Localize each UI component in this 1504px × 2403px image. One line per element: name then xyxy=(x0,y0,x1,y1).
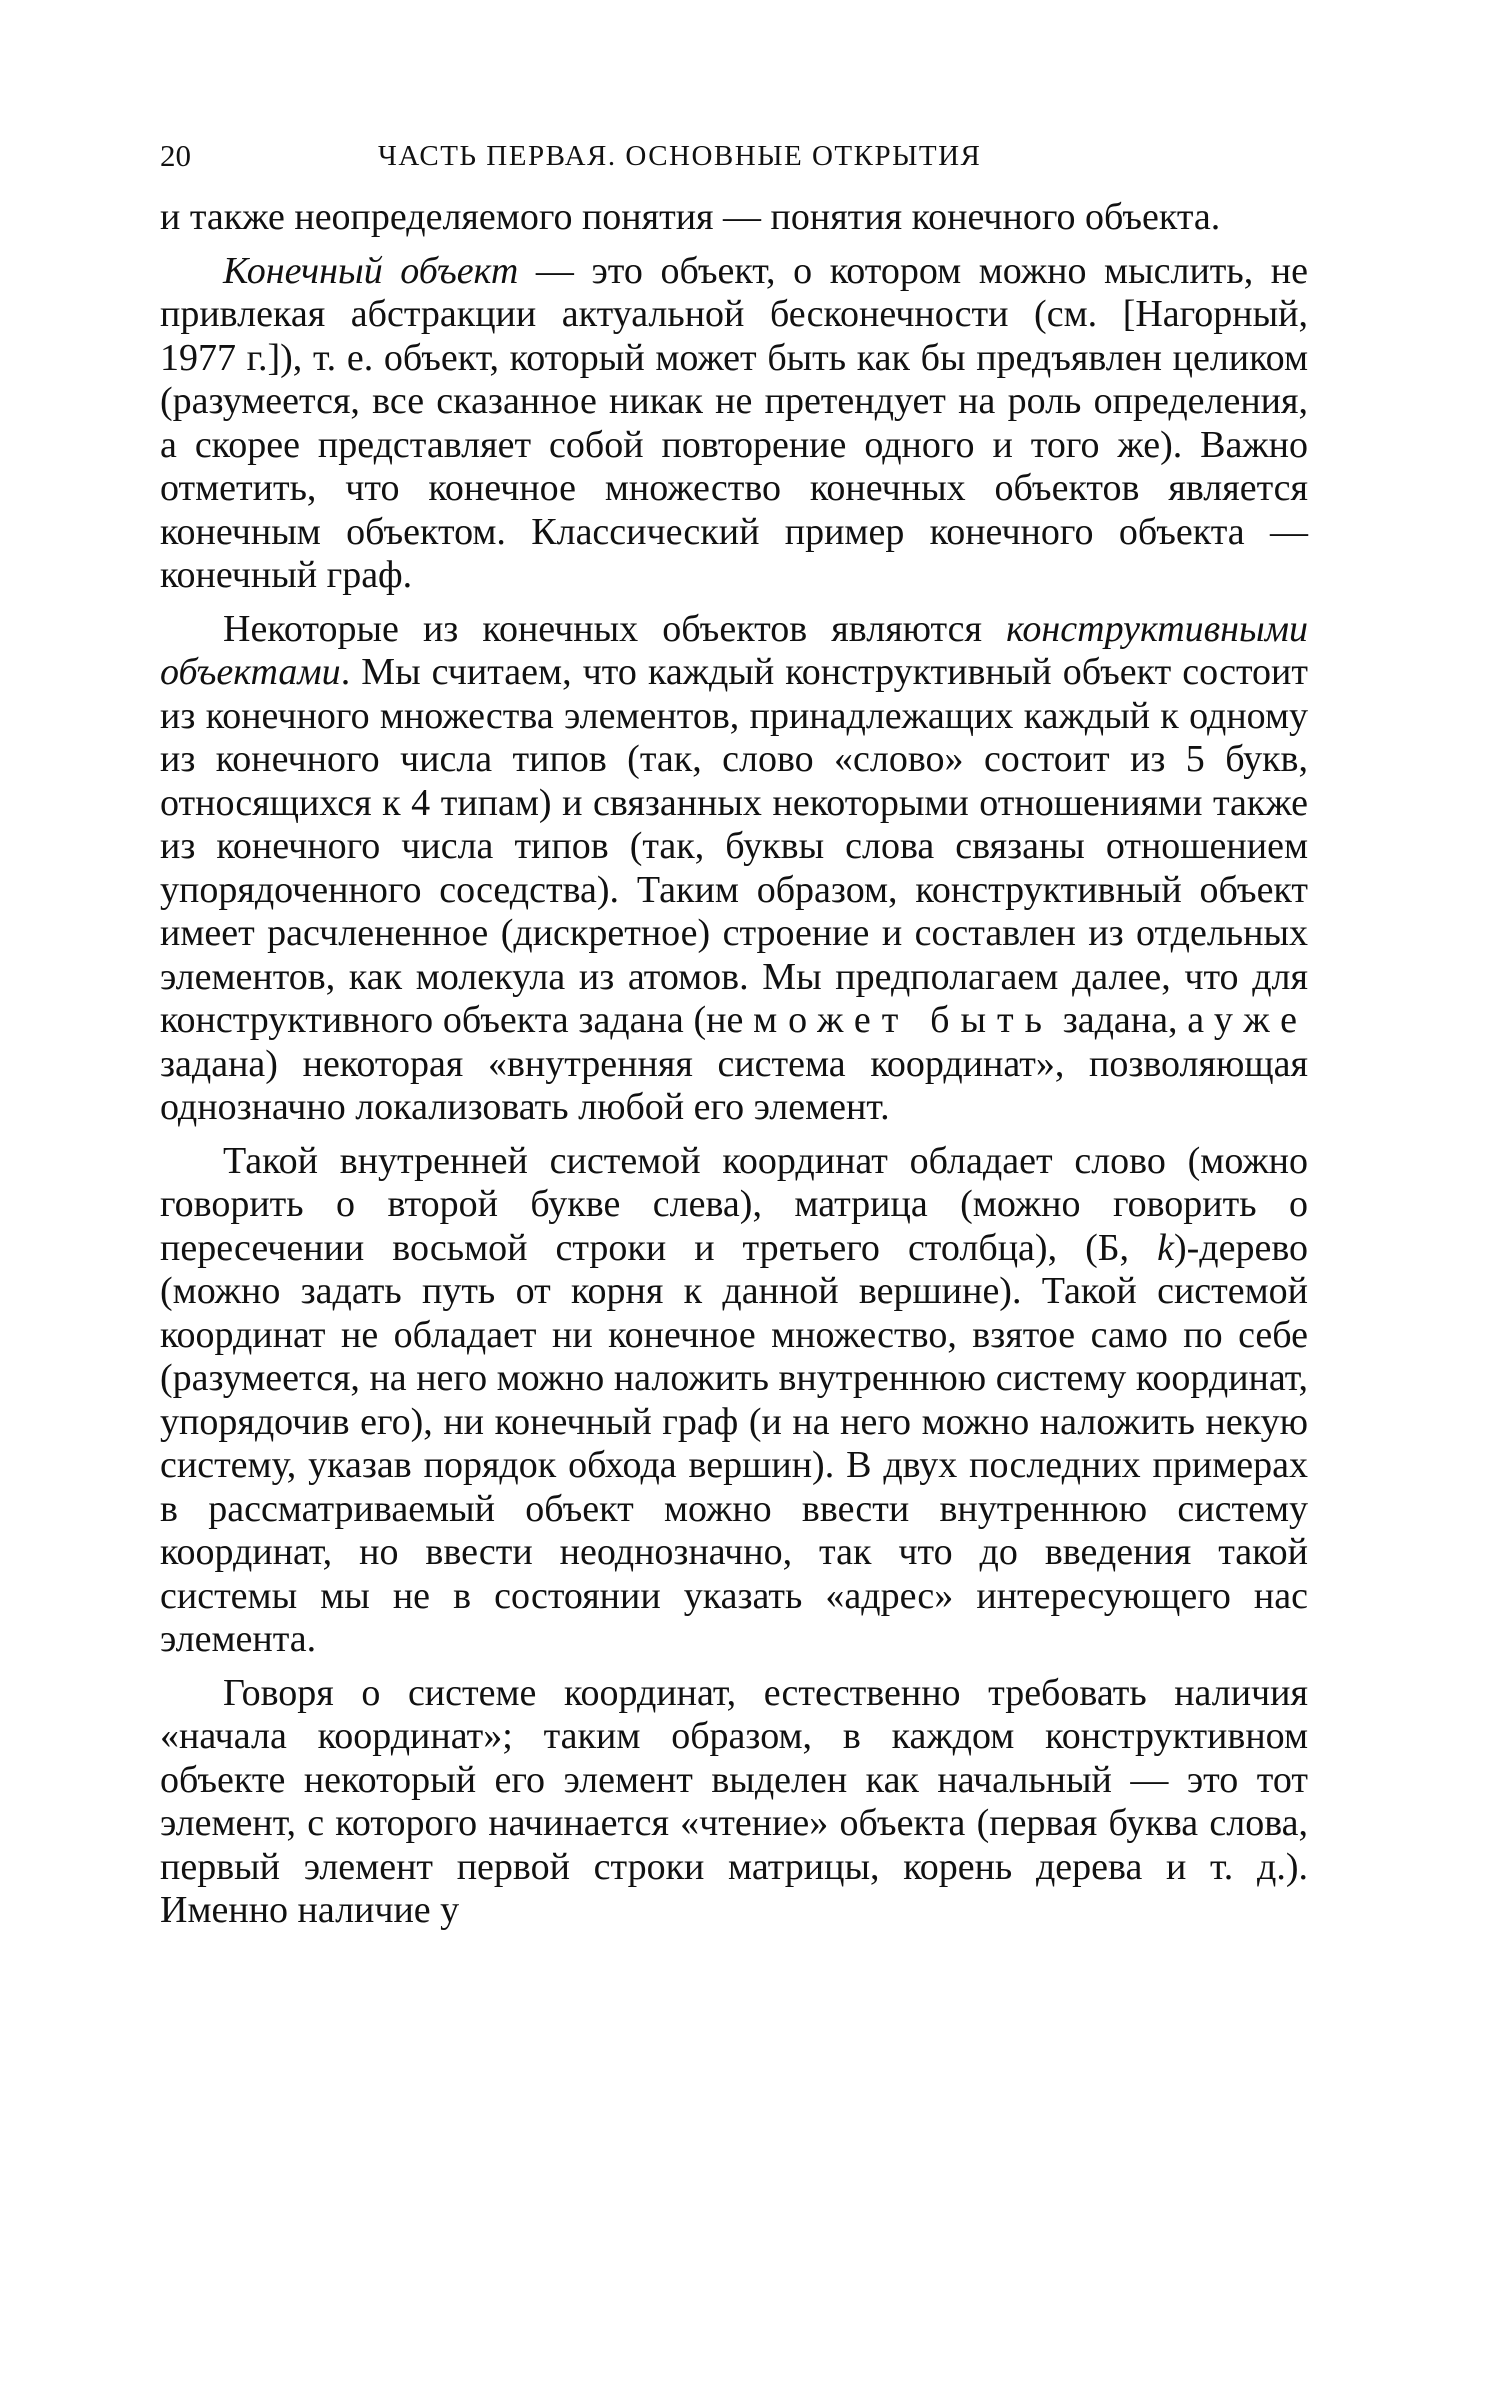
page-number: 20 xyxy=(160,138,191,173)
paragraph-4-text-b: )-дерево (можно задать путь от корня к данной вершине). Такой системой координат не обладает ни конечное множество, взятое само по себе (разумеется, на него можно наложить внутреннюю систему координат, упорядочив его), ни конечный граф (и на него можно наложить некую систему, указав порядок обхода вершин). В двух последних примерах в рассматриваемый объект можно ввести внутреннюю систему координат, но ввести неоднозначно, так что до введения такой системы мы не в состоянии указать «адрес» интересующего нас элемента. xyxy=(160,1226,1308,1660)
paragraph-3-text-c: задана) некоторая «внутренняя система координат», позволяющая однозначно локализовать любой его элемент. xyxy=(160,1042,1308,1128)
paragraph-3-lead: Некоторые из конечных объектов являются xyxy=(223,607,1007,650)
paragraph-1 xyxy=(160,196,1308,240)
page-header xyxy=(160,128,1308,178)
paragraph-1-text: и также неопределяемого понятия — понятия конечного объекта. xyxy=(160,196,1221,238)
paragraph-4-text-a: Такой внутренней системой координат обладает слово (можно говорить о второй букве слева), матрица (можно говорить о пересечении восьмой строки и третьего столбца), (Б, xyxy=(160,1139,1308,1269)
paragraph-5-text: Говоря о системе координат, естественно требовать наличия «начала координат»; таким образом, в каждом конструктивном объекте некоторый его элемент выделен как начальный — это тот элемент, с которого начинается «чтение» объекта (первая буква слова, первый элемент первой строки матрицы, корень дерева и т. д.). Именно наличие у xyxy=(160,1671,1308,1931)
book-page xyxy=(160,128,1308,1933)
body-text xyxy=(160,196,1308,1933)
term-constructive-objects: конструктивными объектами xyxy=(160,607,1308,693)
running-title: ЧАСТЬ ПЕРВАЯ. ОСНОВНЫЕ ОТКРЫТИЯ xyxy=(378,140,982,172)
paragraph-3-text-b: задана, а xyxy=(1052,999,1214,1041)
paragraph-2-text: — это объект, о котором можно мыслить, не привлекая абстракции актуальной бесконечности (см. [Нагорный, 1977 г.]), т. е. объект, который может быть как бы предъявлен целиком (разумеется, все сказанное никак не претендует на роль определения, а скорее представляет собой повторение одного и того же). Важно отметить, что конечное множество конечных объектов является конечным объектом. Классический пример конечного объекта — конечный граф. xyxy=(160,249,1308,596)
paragraph-3-text-a: . Мы считаем, что каждый конструктивный объект состоит из конечного множества элементов, принадлежащих каждый к одному из конечного числа типов (так, слово «слово» состоит из 5 букв, относящихся к 4 типам) и связанных некоторыми отношениями также из конечного числа типов (так, буквы слова связаны отношением упорядоченного соседства). Таким образом, конструктивный объект имеет расчлененное (дискретное) строение и составлен из отдельных элементов, как молекула из атомов. Мы предполагаем далее, что для конструктивного объекта задана (не xyxy=(160,651,1308,1041)
term-finite-object: Конечный объект xyxy=(223,249,519,292)
paragraph-4 xyxy=(160,1140,1308,1662)
paragraph-3 xyxy=(160,608,1308,1130)
paragraph-2 xyxy=(160,250,1308,598)
spaced-emphasis-may-be: может быть xyxy=(753,999,1053,1041)
paragraph-5 xyxy=(160,1672,1308,1933)
variable-k: k xyxy=(1157,1226,1174,1269)
spaced-emphasis-already: уже xyxy=(1213,999,1308,1041)
